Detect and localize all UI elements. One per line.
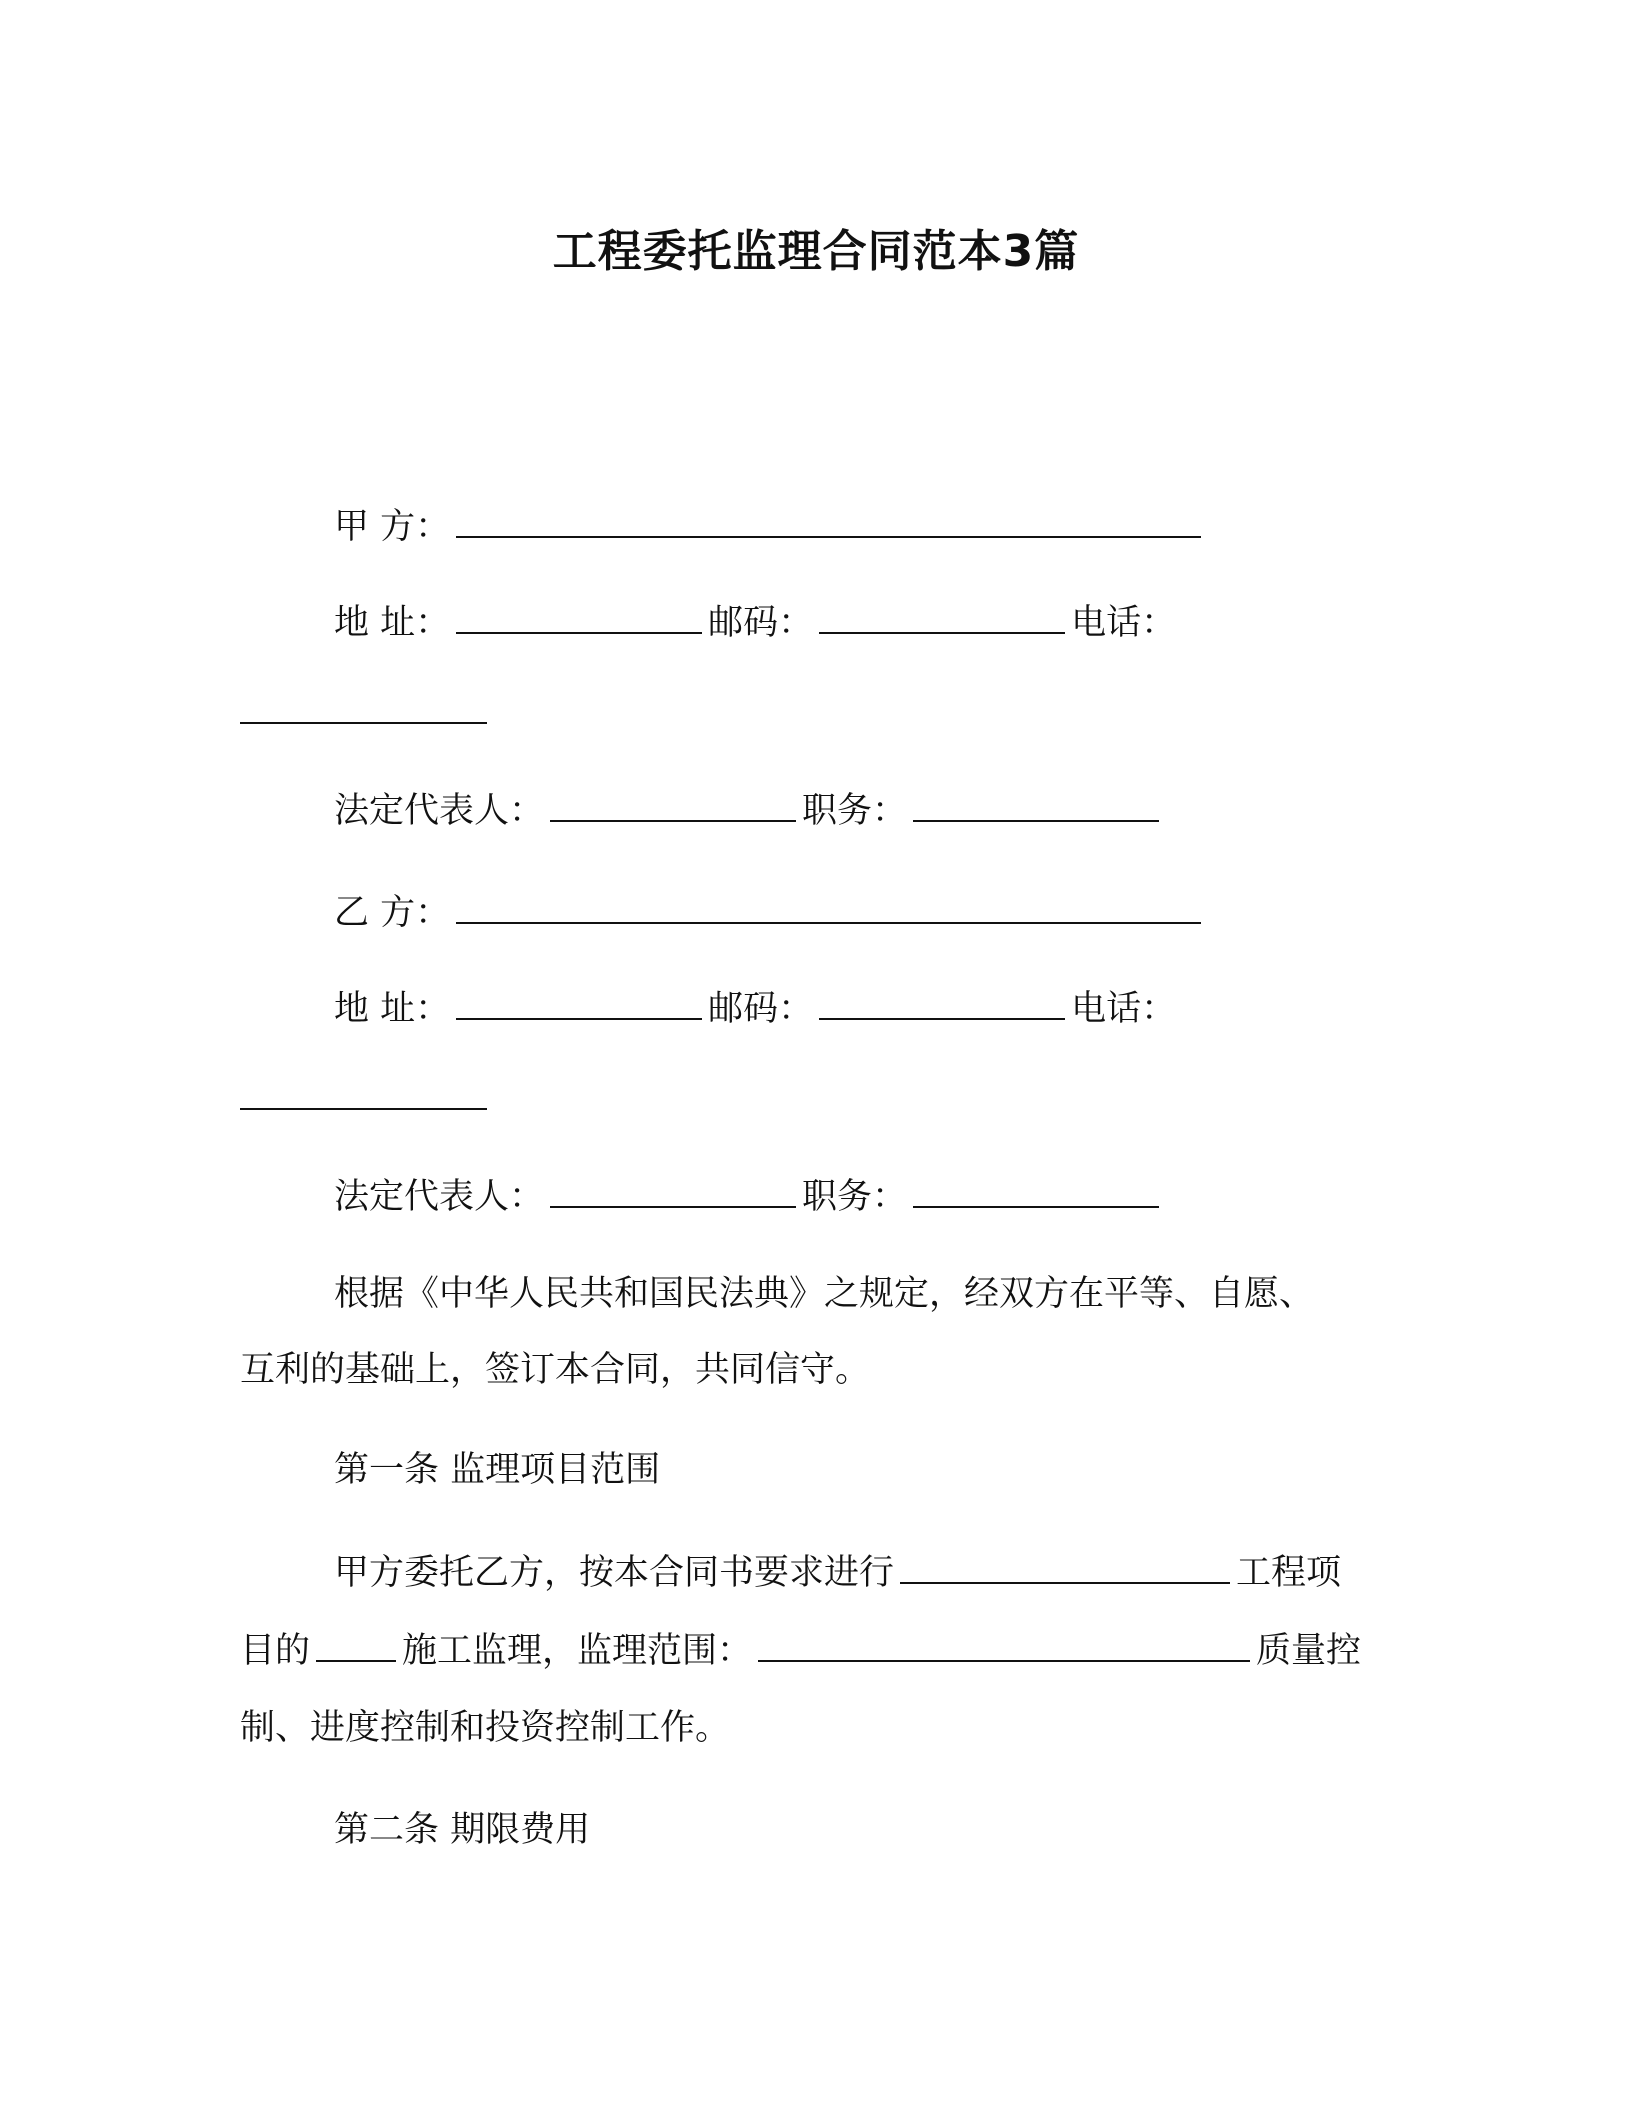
party-a-position-blank[interactable] bbox=[913, 786, 1159, 822]
party-b-position-label: 职务： bbox=[802, 1177, 908, 1217]
party-b-phone-label: 电话： bbox=[1071, 989, 1177, 1029]
article-1-text-a: 甲方委托乙方，按本合同书要求进行 bbox=[334, 1553, 895, 1593]
party-b-phone-blank[interactable] bbox=[240, 1106, 487, 1110]
party-a-line bbox=[334, 502, 1207, 551]
article-2-heading: 第二条 期限费用 bbox=[334, 1810, 591, 1850]
party-b-position-blank[interactable] bbox=[913, 1172, 1159, 1208]
project-name-blank[interactable] bbox=[900, 1548, 1230, 1584]
party-b-contact-line bbox=[334, 984, 1176, 1033]
party-a-address-blank[interactable] bbox=[456, 598, 702, 634]
party-b-address-blank[interactable] bbox=[456, 984, 702, 1020]
article-1-line-1 bbox=[334, 1548, 1341, 1597]
party-a-postcode-label: 邮码： bbox=[708, 603, 814, 643]
article-1-text-e: 质量控 bbox=[1256, 1631, 1362, 1671]
party-a-label: 甲 方： bbox=[334, 507, 451, 547]
preamble-line-1: 根据《中华人民共和国民法典》之规定，经双方在平等、自愿、 bbox=[334, 1274, 1315, 1314]
article-1-line-3: 制、进度控制和投资控制工作。 bbox=[240, 1708, 731, 1748]
scope-blank[interactable] bbox=[758, 1626, 1250, 1662]
party-b-postcode-label: 邮码： bbox=[708, 989, 814, 1029]
party-a-rep-blank[interactable] bbox=[550, 786, 796, 822]
party-a-contact-line bbox=[334, 598, 1176, 647]
preamble-line-2: 互利的基础上，签订本合同，共同信守。 bbox=[240, 1350, 871, 1390]
party-a-position-label: 职务： bbox=[802, 791, 908, 831]
article-1-text-c: 目的 bbox=[240, 1631, 311, 1671]
party-a-rep-line bbox=[334, 786, 1165, 835]
party-a-phone-blank[interactable] bbox=[240, 720, 487, 724]
party-a-blank[interactable] bbox=[456, 502, 1201, 538]
party-b-address-label: 地 址： bbox=[334, 989, 451, 1029]
party-a-address-label: 地 址： bbox=[334, 603, 451, 643]
article-1-text-b: 工程项 bbox=[1236, 1553, 1342, 1593]
party-a-phone-label: 电话： bbox=[1071, 603, 1177, 643]
document-title: 工程委托监理合同范本3篇 bbox=[552, 226, 1080, 277]
article-1-text-d: 施工监理，监理范围： bbox=[402, 1631, 753, 1671]
project-stage-blank[interactable] bbox=[316, 1626, 396, 1662]
party-b-label: 乙 方： bbox=[334, 893, 451, 933]
party-b-line bbox=[334, 888, 1207, 937]
party-a-rep-label: 法定代表人： bbox=[334, 791, 545, 831]
party-b-rep-label: 法定代表人： bbox=[334, 1177, 545, 1217]
article-1-line-2 bbox=[240, 1626, 1361, 1675]
party-a-postcode-blank[interactable] bbox=[819, 598, 1065, 634]
party-b-blank[interactable] bbox=[456, 888, 1201, 924]
party-b-rep-line bbox=[334, 1172, 1165, 1221]
party-b-rep-blank[interactable] bbox=[550, 1172, 796, 1208]
party-b-postcode-blank[interactable] bbox=[819, 984, 1065, 1020]
article-1-heading: 第一条 监理项目范围 bbox=[334, 1450, 661, 1490]
